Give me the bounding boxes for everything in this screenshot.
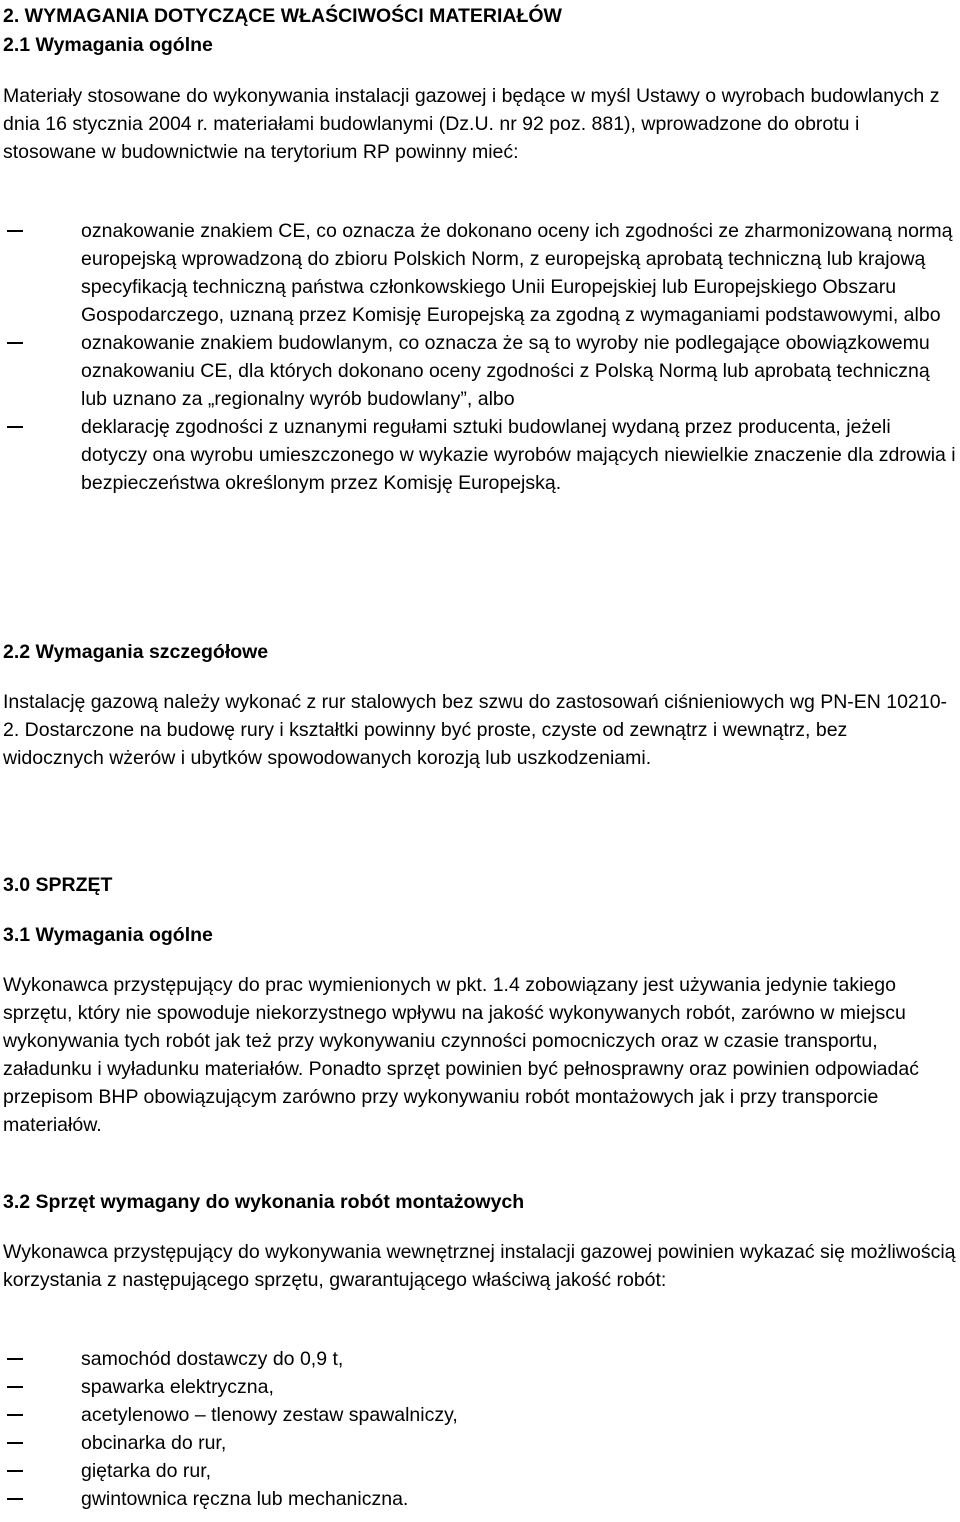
dash-bullet — [7, 1358, 23, 1360]
section-3-1-text: Wykonawca przystępujący do prac wymienionych w pkt. 1.4 zobowiązany jest używania jedynie takiego sprzętu, który nie spowoduje niekorzystnego wpływu na jakość wykonywanych robót, zarówno w miejscu wykonywania tych robót jak też przy wykonywaniu czynności pomocniczych oraz w czasie transportu, załadunku i wyładunku materiałów. Ponadto sprzęt powinien być pełnosprawny oraz powinien odpowiadać przepisom BHP obowiązującym zarówno przy wykonywaniu robót montażowych jak i przy transporcie materiałów. — [3, 974, 919, 1136]
list-item — [3, 329, 958, 413]
list-item — [3, 413, 958, 497]
list-item-text: giętarka do rur, — [81, 1460, 212, 1482]
list-item — [3, 1401, 958, 1429]
list-item-text: spawarka elektryczna, — [81, 1376, 274, 1398]
section-3-2-text: Wykonawca przystępujący do wykonywania wewnętrznej instalacji gazowej powinien wykazać się możliwością korzystania z następującego sprzętu, gwarantującego właściwą jakość robót: — [3, 1241, 956, 1291]
dash-bullet — [7, 1470, 23, 1472]
list-item — [3, 1345, 958, 1373]
section-3-1-heading: 3.1 Wymagania ogólne — [3, 924, 213, 946]
section-3-2-heading: 3.2 Sprzęt wymagany do wykonania robót montażowych — [3, 1191, 525, 1213]
dash-bullet — [7, 1414, 23, 1416]
section-2-1-list — [3, 217, 958, 497]
list-item — [3, 1429, 958, 1457]
list-item-text: gwintownica ręczna lub mechaniczna. — [81, 1488, 409, 1510]
section-2-1-intro: Materiały stosowane do wykonywania instalacji gazowej i będące w myśl Ustawy o wyrobach budowlanych z dnia 16 stycznia 2004 r. materiałami budowlanymi (Dz.U. nr 92 poz. 881), wprowadzone do obrotu i stosowane w budownictwie na terytorium RP powinny mieć: — [3, 85, 940, 163]
dash-bullet — [7, 342, 23, 344]
dash-bullet — [7, 1442, 23, 1444]
list-item-text: obcinarka do rur, — [81, 1432, 227, 1454]
list-item — [3, 1457, 958, 1485]
section-2-2-text: Instalację gazową należy wykonać z rur stalowych bez szwu do zastosowań ciśnieniowych wg PN-EN 10210-2. Dostarczone na budowę rury i kształtki powinny być proste, czyste od zewnątrz i wewnątrz, bez widocznych wżerów i ubytków spowodowanych korozją lub uszkodzeniami. — [3, 691, 948, 769]
list-item — [3, 1373, 958, 1401]
list-item-text: oznakowanie znakiem budowlanym, co oznacza że są to wyroby nie podlegające obowiązkowemu oznakowaniu CE, dla których dokonano oceny zgodności z Polską Normą lub aprobatą techniczną lub uznano za „regionalny wyrób budowlany”, albo — [81, 332, 930, 410]
list-item — [3, 1485, 958, 1513]
list-item-text: acetylenowo – tlenowy zestaw spawalniczy, — [81, 1404, 458, 1426]
section-2-1-heading: 2.1 Wymagania ogólne — [3, 34, 213, 56]
list-item — [3, 217, 958, 329]
section-2-2-heading: 2.2 Wymagania szczegółowe — [3, 641, 269, 663]
list-item-text: deklarację zgodności z uznanymi regułami sztuki budowlanej wydaną przez producenta, jeżeli dotyczy ona wyrobu umieszczonego w wykazie wyrobów mających niewielkie znaczenie dla zdrowia i bezpieczeństwa określonym przez Komisję Europejską. — [81, 416, 956, 494]
list-item-text: samochód dostawczy do 0,9 t, — [81, 1348, 344, 1370]
list-item-text: oznakowanie znakiem CE, co oznacza że dokonano oceny ich zgodności ze zharmonizowaną normą europejską wprowadzoną do zbioru Polskich Norm, z europejską aprobatą techniczną lub krajową specyfikacją techniczną państwa członkowskiego Unii Europejskiej lub Europejskiego Obszaru Gospodarczego, uznaną przez Komisję Europejską za zgodną z wymaganiami podstawowymi, albo — [81, 220, 953, 326]
dash-bullet — [7, 426, 23, 428]
dash-bullet — [7, 1498, 23, 1500]
section-3-title: 3.0 SPRZĘT — [3, 874, 113, 896]
section-3-2-list — [3, 1345, 958, 1513]
dash-bullet — [7, 230, 23, 232]
section-2-title: 2. WYMAGANIA DOTYCZĄCE WŁAŚCIWOŚCI MATERIAŁÓW — [3, 5, 562, 27]
dash-bullet — [7, 1386, 23, 1388]
